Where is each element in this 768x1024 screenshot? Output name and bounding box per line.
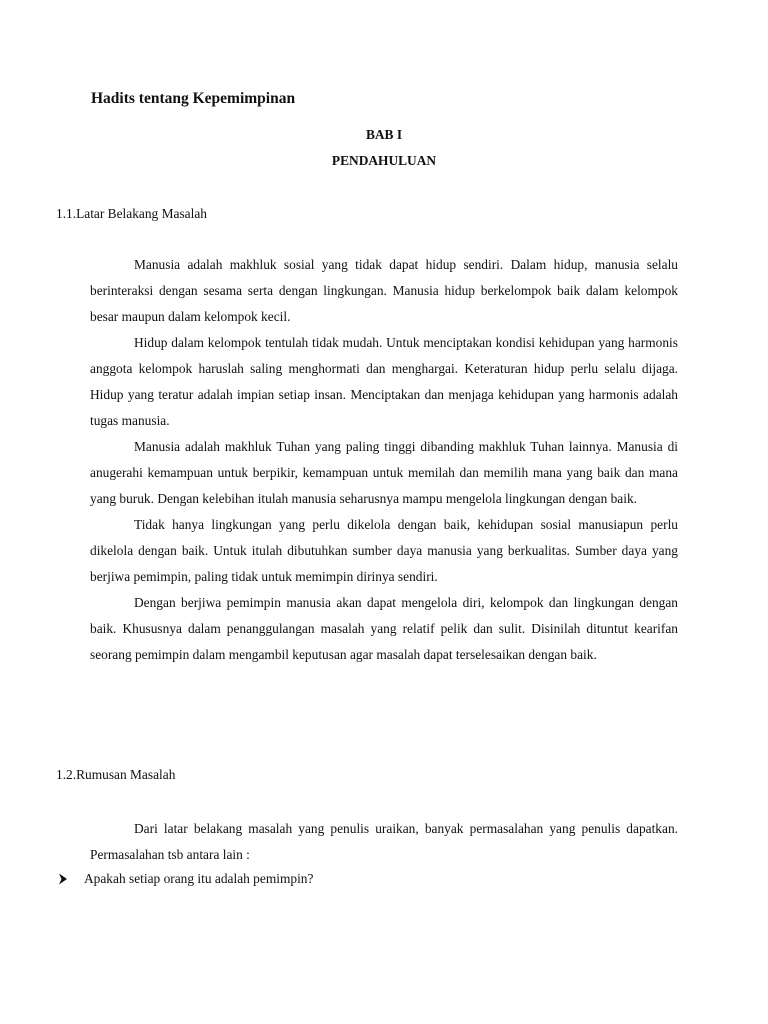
list-item-text: Apakah setiap orang itu adalah pemimpin? [84, 871, 314, 886]
paragraph: Hidup dalam kelompok tentulah tidak mudah. Untuk menciptakan kondisi kehidupan yang harmonis anggota kelompok haruslah saling menghormati dan menghargai. Keteraturan hidup perlu selalu dijaga. Hidup yang teratur adalah impian setiap insan. Menciptakan dan menjaga kehidupan yang harmonis adalah tugas manusia. [90, 335, 678, 428]
paragraph: Manusia adalah makhluk sosial yang tidak dapat hidup sendiri. Dalam hidup, manusia selalu berinteraksi dengan sesama serta dengan lingkungan. Manusia hidup berkelompok baik dalam kelompok besar maupun dalam kelompok kecil. [90, 257, 678, 324]
chapter-name: PENDAHULUAN [331, 153, 437, 168]
arrow-bullet-icon [56, 872, 70, 886]
paragraph: Dengan berjiwa pemimpin manusia akan dapat mengelola diri, kelompok dan lingkungan dengan baik. Khususnya dalam penanggulangan masalah yang relatif pelik dan sulit. Disinilah dituntut kearifan seorang pemimpin dalam mengambil keputusan agar masalah dapat terselesaikan dengan baik. [90, 595, 678, 662]
paragraph: Manusia adalah makhluk Tuhan yang paling tinggi dibanding makhluk Tuhan lainnya. Manusia di anugerahi kemampuan untuk berpikir, kemampuan untuk memilah dan memilih mana yang baik dan mana yang buruk. Dengan kelebihan itulah manusia seharusnya mampu mengelola lingkungan dengan baik. [90, 439, 678, 506]
section-body-rumusan-masalah [90, 816, 678, 868]
section-body-latar-belakang [90, 252, 678, 668]
paragraph: Tidak hanya lingkungan yang perlu dikelola dengan baik, kehidupan sosial manusiapun perlu dikelola dengan baik. Untuk itulah dibutuhkan sumber daya manusia yang berkualitas. Sumber daya yang berjiwa pemimpin, paling tidak untuk memimpin dirinya sendiri. [90, 517, 678, 584]
chapter-number: BAB I [365, 127, 403, 142]
list-item [56, 871, 313, 887]
section-heading-latar-belakang: 1.1.Latar Belakang Masalah [56, 206, 207, 221]
section-heading-rumusan-masalah: 1.2.Rumusan Masalah [56, 767, 176, 782]
document-title: Hadits tentang Kepemimpinan [91, 90, 296, 107]
paragraph: Dari latar belakang masalah yang penulis uraikan, banyak permasalahan yang penulis dapatkan. Permasalahan tsb antara lain : [90, 821, 678, 862]
